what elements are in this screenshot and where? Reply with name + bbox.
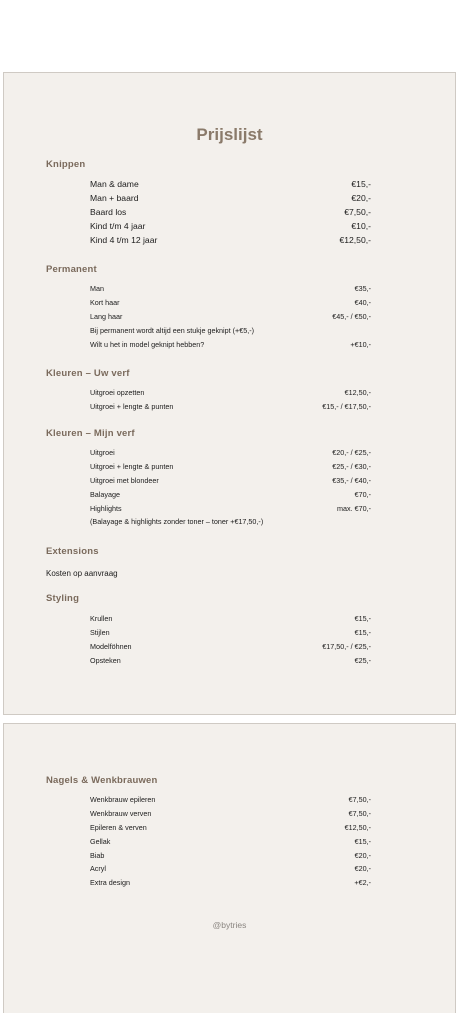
item-price: +€2,- [354,878,371,888]
item-price: €25,- / €30,- [332,462,371,472]
item-label: Epileren & verven [90,822,147,832]
price-row [90,807,371,821]
price-row [90,474,371,488]
section-styling [46,593,371,667]
item-price: €10,- [351,221,371,231]
item-price: €15,- [354,614,371,624]
price-row [90,205,371,219]
price-row [90,400,371,414]
section-kleuren-mijn-verf [46,428,371,529]
price-rows [90,793,371,890]
item-label: Extra design [90,878,130,888]
price-row [90,487,371,501]
price-row [90,640,371,654]
item-label: Uitgroei + lengte & punten [90,402,174,412]
item-price: €25,- [354,655,371,665]
item-label: Uitgroei + lengte & punten [90,462,174,472]
price-row [90,337,371,351]
price-row [90,177,371,191]
item-price: €12,50,- [339,235,371,245]
price-list-page-1 [3,72,456,715]
item-label: (Balayage & highlights zonder toner – toner +€17,50,-) [90,517,264,527]
price-row [90,323,371,337]
item-label: Gellak [90,836,111,846]
item-label: Uitgroei met blondeer [90,475,159,485]
section-heading: Extensions [46,546,99,557]
item-label: Wenkbrauw verven [90,809,152,819]
item-label: Acryl [90,864,106,874]
price-row [90,386,371,400]
item-label: Uitgroei [90,448,115,458]
price-row [90,848,371,862]
price-row [90,296,371,310]
item-price: €17,50,- / €25,- [322,641,371,651]
price-list-page-2 [3,723,456,1013]
price-row [90,626,371,640]
item-price: €35,- / €40,- [332,475,371,485]
price-row [90,446,371,460]
item-label: Stijlen [90,628,110,638]
price-rows [90,612,371,667]
item-price: €12,50,- [344,822,371,832]
price-row [90,793,371,807]
price-row [90,219,371,233]
item-price: €15,- / €17,50,- [322,402,371,412]
item-price: €20,- / €25,- [332,448,371,458]
item-label: Balayage [90,489,120,499]
item-label: Lang haar [90,311,123,321]
section-kleuren-uw-verf [46,368,371,414]
extensions-note: Kosten op aanvraag [46,569,118,578]
section-heading: Kleuren – Uw verf [46,368,130,379]
item-label: Man + baard [90,193,139,203]
item-label: Man & dame [90,179,139,189]
section-extensions [46,546,371,578]
item-price: €7,50,- [344,207,371,217]
item-label: Man [90,284,104,294]
item-label: Highlights [90,503,122,513]
item-label: Bij permanent wordt altijd een stukje geknipt (+€5,-) [90,325,254,335]
item-price: +€10,- [350,339,371,349]
page-title: Prijslijst [196,125,263,144]
price-row [90,821,371,835]
section-heading: Styling [46,593,80,604]
item-label: Baard los [90,207,127,217]
item-price: max. €70,- [337,503,371,513]
item-label: Kind t/m 4 jaar [90,221,146,231]
price-rows [90,386,371,414]
item-price: €15,- [351,179,371,189]
section-heading: Nagels & Wenkbrauwen [46,775,158,786]
item-price: €35,- [354,284,371,294]
item-label: Opsteken [90,655,121,665]
item-price: €7,50,- [348,795,371,805]
price-row [90,876,371,890]
item-price: €20,- [354,850,371,860]
section-knippen [46,159,371,247]
price-row [90,282,371,296]
section-nagels-wenkbrauwen [46,775,371,890]
item-price: €7,50,- [348,809,371,819]
item-label: Krullen [90,614,113,624]
item-price: €20,- [351,193,371,203]
price-rows [90,446,371,529]
item-label: Kort haar [90,298,120,308]
section-heading: Permanent [46,264,97,275]
price-row [90,834,371,848]
price-row [90,460,371,474]
section-heading: Kleuren – Mijn verf [46,428,135,439]
item-label: Kind 4 t/m 12 jaar [90,235,158,245]
item-price: €15,- [354,628,371,638]
item-label: Wenkbrauw epileren [90,795,156,805]
item-price: €20,- [354,864,371,874]
section-permanent [46,264,371,351]
price-row [90,501,371,515]
credit-handle: @bytries [212,920,247,930]
item-price: €40,- [354,298,371,308]
price-row [90,862,371,876]
item-price: €12,50,- [344,388,371,398]
item-label: Biab [90,850,105,860]
item-label: Wilt u het in model geknipt hebben? [90,339,205,349]
price-row [90,612,371,626]
item-price: €45,- / €50,- [332,311,371,321]
item-price: €70,- [354,489,371,499]
price-row [90,191,371,205]
price-rows [90,177,371,247]
item-label: Modelföhnen [90,641,132,651]
item-label: Uitgroei opzetten [90,388,145,398]
item-price: €15,- [354,836,371,846]
price-row [90,310,371,324]
section-heading: Knippen [46,159,86,170]
price-row [90,653,371,667]
price-rows [90,282,371,351]
price-row [90,515,371,529]
price-row [90,233,371,247]
